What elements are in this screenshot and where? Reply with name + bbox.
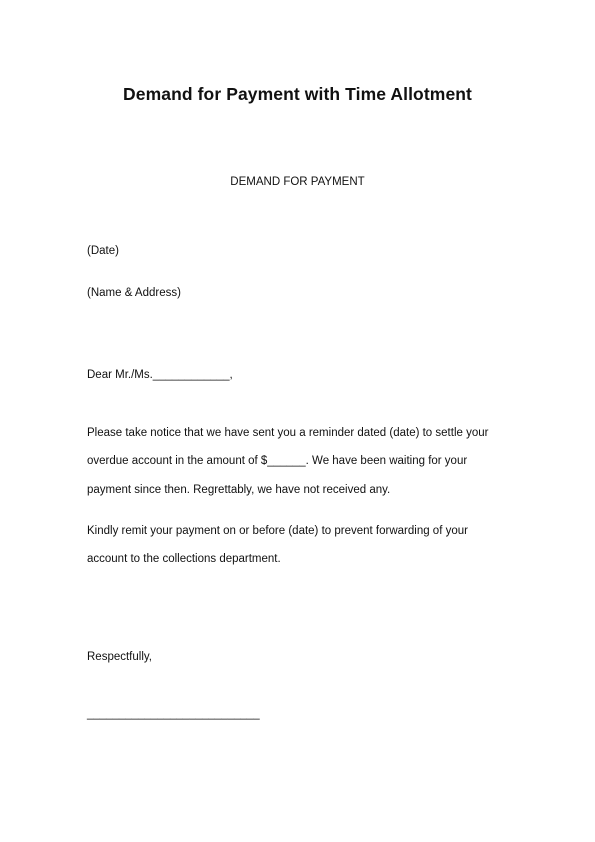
paragraph2-line: account to the collections department. — [87, 553, 281, 565]
salutation: Dear Mr./Ms.____________, — [87, 369, 233, 381]
paragraph2-line: Kindly remit your payment on or before (date) to prevent forwarding of your — [87, 525, 468, 537]
letter-heading: DEMAND FOR PAYMENT — [230, 176, 365, 188]
name-address-placeholder: (Name & Address) — [87, 287, 181, 299]
signature-line: ___________________________ — [87, 708, 260, 720]
document-title: Demand for Payment with Time Allotment — [123, 84, 472, 104]
paragraph1-line: overdue account in the amount of $______. We have been waiting for your — [87, 455, 468, 467]
paragraph1-line: payment since then. Regrettably, we have not received any. — [87, 484, 391, 496]
closing: Respectfully, — [87, 651, 152, 663]
date-placeholder: (Date) — [87, 245, 119, 257]
paragraph1-line: Please take notice that we have sent you a reminder dated (date) to settle your — [87, 427, 489, 439]
